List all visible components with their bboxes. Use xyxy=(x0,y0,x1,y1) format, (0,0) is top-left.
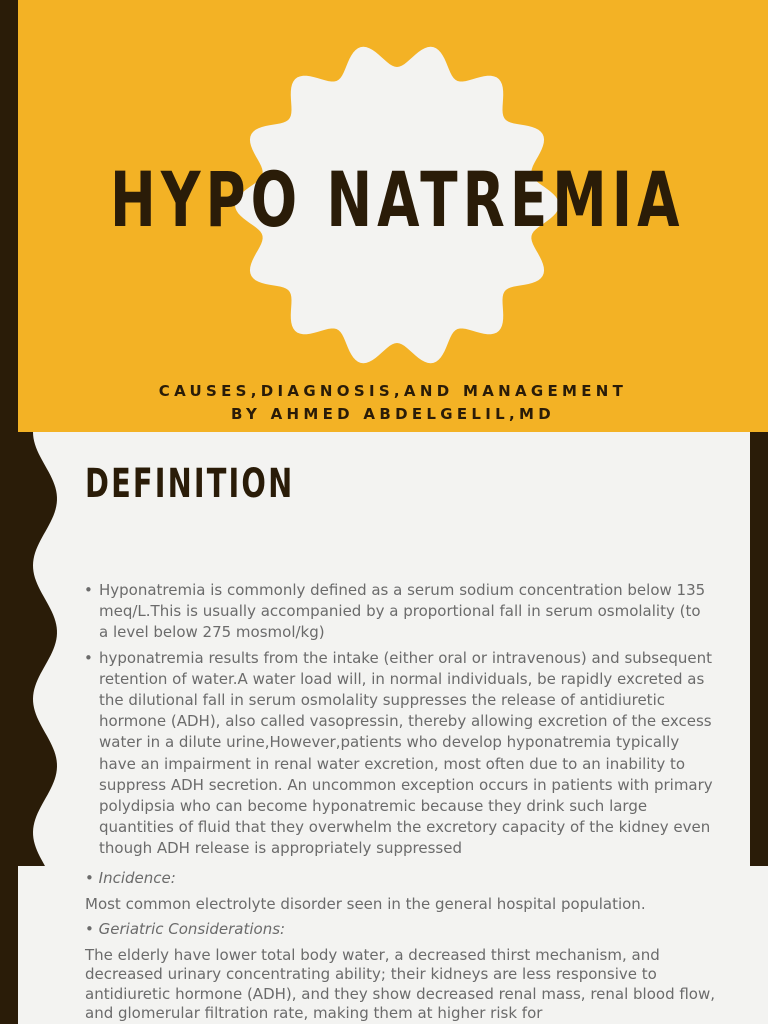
bullet-marker: • xyxy=(84,648,93,667)
bullet-text: hyponatremia results from the intake (either oral or intravenous) and subsequent retention of water.A water load will, in normal individuals, be rapidly excreted as the dilutional fall in serum osmolality suppresses the release of antidiuretic hormone (ADH), also called vasopressin, thereby allowing excretion of the excess water in a dilute urine,However,patients who develop hyponatremia typically have an impairment in renal water excretion, most often due to an inability to suppress ADH secretion. An uncommon exception occurs in patients with primary polydipsia who can become hyponatremic because they drink such large quantities of fluid that they overwhelm the excretory capacity of the kidney even though ADH release is appropriately suppressed xyxy=(99,648,713,858)
definition-bullets xyxy=(84,580,714,858)
geriatric-text: The elderly have lower total body water, a decreased thirst mechanism, and decreased urinary concentrating ability; their kidneys are less responsive to antidiuretic hormone (ADH), and they show decreased renal mass, renal blood flow, and glomerular filtration rate, making them at higher risk for xyxy=(85,945,716,1022)
incidence-label: Incidence: xyxy=(98,869,176,887)
incidence-text: Most common electrolyte disorder seen in the general hospital population. xyxy=(85,894,646,913)
incidence-slide xyxy=(0,866,768,1024)
left-accent-bar xyxy=(0,866,18,1024)
geriatric-label: Geriatric Considerations: xyxy=(98,920,286,938)
bullet-item xyxy=(84,648,714,858)
definition-slide xyxy=(0,432,768,866)
bullet-text: Hyponatremia is commonly defined as a serum sodium concentration below 135 meq/L.This is usually accompanied by a proportional fall in serum osmolality (to a level below 275 mosmol/kg) xyxy=(99,581,706,642)
incidence-label-line xyxy=(85,869,725,889)
bullet-marker: • xyxy=(84,581,93,599)
subtitle-line-1: CAUSES,DIAGNOSIS,AND MANAGEMENT xyxy=(158,382,628,400)
bullet-marker: • xyxy=(85,869,94,887)
slide-title: HYPO NATREMIA xyxy=(110,155,685,244)
subtitle-line-2: BY AHMED ABDELGELIL,MD xyxy=(231,405,555,423)
bullet-item xyxy=(84,580,714,644)
slide-heading: DEFINITION xyxy=(85,461,295,507)
slide-content xyxy=(85,869,725,1024)
left-accent-bar xyxy=(0,0,18,432)
title-slide xyxy=(0,0,768,432)
geriatric-label-line xyxy=(85,920,725,940)
slide-subtitle xyxy=(18,380,768,426)
bullet-marker: • xyxy=(85,920,94,938)
